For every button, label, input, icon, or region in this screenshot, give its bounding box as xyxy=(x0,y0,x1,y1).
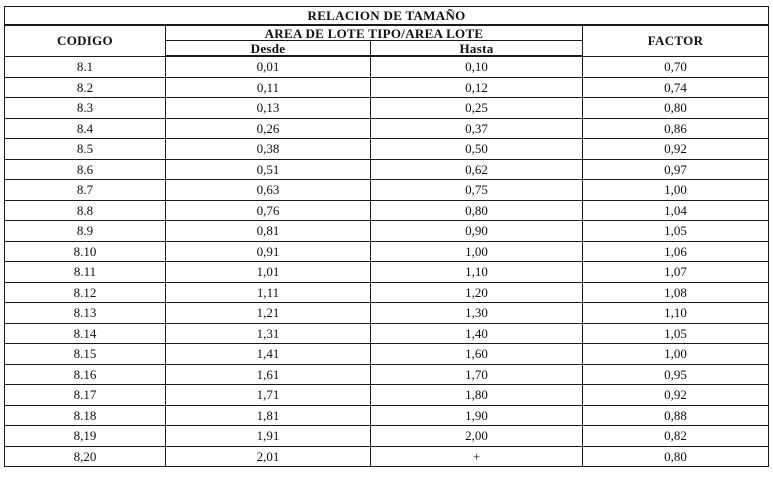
codigo-cell: 8.9 xyxy=(5,221,166,242)
factor-cell: 1,08 xyxy=(583,282,769,303)
table-header xyxy=(5,7,769,57)
hasta-cell: 0,25 xyxy=(371,98,583,119)
factor-header: FACTOR xyxy=(583,25,769,56)
codigo-cell: 8,19 xyxy=(5,426,166,447)
desde-cell: 1,21 xyxy=(166,303,371,324)
desde-cell: 0,38 xyxy=(166,139,371,160)
hasta-cell: + xyxy=(371,446,583,467)
desde-cell: 0,63 xyxy=(166,180,371,201)
codigo-header: CODIGO xyxy=(5,25,166,56)
hasta-header: Hasta xyxy=(371,41,583,57)
desde-cell: 1,71 xyxy=(166,385,371,406)
hasta-cell: 1,80 xyxy=(371,385,583,406)
factor-cell: 0,86 xyxy=(583,118,769,139)
table-row xyxy=(5,446,769,467)
relacion-tamano-table xyxy=(4,6,769,467)
factor-cell: 0,97 xyxy=(583,159,769,180)
desde-cell: 0,26 xyxy=(166,118,371,139)
codigo-cell: 8.18 xyxy=(5,405,166,426)
desde-cell: 1,91 xyxy=(166,426,371,447)
codigo-cell: 8.2 xyxy=(5,77,166,98)
factor-cell: 1,00 xyxy=(583,180,769,201)
codigo-cell: 8.14 xyxy=(5,323,166,344)
factor-cell: 0,88 xyxy=(583,405,769,426)
hasta-cell: 1,30 xyxy=(371,303,583,324)
factor-cell: 1,04 xyxy=(583,200,769,221)
codigo-cell: 8,20 xyxy=(5,446,166,467)
codigo-cell: 8.16 xyxy=(5,364,166,385)
hasta-cell: 0,90 xyxy=(371,221,583,242)
table-row xyxy=(5,405,769,426)
codigo-cell: 8.1 xyxy=(5,56,166,77)
hasta-cell: 1,90 xyxy=(371,405,583,426)
factor-cell: 0,80 xyxy=(583,98,769,119)
desde-cell: 0,51 xyxy=(166,159,371,180)
codigo-cell: 8.11 xyxy=(5,262,166,283)
codigo-cell: 8.12 xyxy=(5,282,166,303)
desde-cell: 0,11 xyxy=(166,77,371,98)
desde-cell: 1,31 xyxy=(166,323,371,344)
factor-cell: 0,70 xyxy=(583,56,769,77)
table-row xyxy=(5,262,769,283)
factor-cell: 0,92 xyxy=(583,385,769,406)
codigo-cell: 8.13 xyxy=(5,303,166,324)
desde-cell: 0,91 xyxy=(166,241,371,262)
factor-cell: 1,06 xyxy=(583,241,769,262)
factor-cell: 0,95 xyxy=(583,364,769,385)
table-row xyxy=(5,98,769,119)
codigo-cell: 8.6 xyxy=(5,159,166,180)
hasta-cell: 1,00 xyxy=(371,241,583,262)
factor-cell: 0,74 xyxy=(583,77,769,98)
hasta-cell: 1,10 xyxy=(371,262,583,283)
codigo-cell: 8.8 xyxy=(5,200,166,221)
desde-cell: 2,01 xyxy=(166,446,371,467)
factor-cell: 1,10 xyxy=(583,303,769,324)
codigo-cell: 8.10 xyxy=(5,241,166,262)
factor-cell: 1,05 xyxy=(583,323,769,344)
table-row xyxy=(5,139,769,160)
table-row xyxy=(5,426,769,447)
hasta-cell: 1,60 xyxy=(371,344,583,365)
hasta-cell: 1,70 xyxy=(371,364,583,385)
desde-cell: 1,01 xyxy=(166,262,371,283)
codigo-cell: 8.3 xyxy=(5,98,166,119)
table-row xyxy=(5,364,769,385)
factor-cell: 0,82 xyxy=(583,426,769,447)
factor-cell: 0,92 xyxy=(583,139,769,160)
hasta-cell: 0,80 xyxy=(371,200,583,221)
table-row xyxy=(5,221,769,242)
hasta-cell: 0,75 xyxy=(371,180,583,201)
desde-cell: 0,76 xyxy=(166,200,371,221)
table-row xyxy=(5,200,769,221)
hasta-cell: 1,40 xyxy=(371,323,583,344)
desde-cell: 0,01 xyxy=(166,56,371,77)
factor-cell: 1,07 xyxy=(583,262,769,283)
desde-cell: 1,81 xyxy=(166,405,371,426)
hasta-cell: 0,62 xyxy=(371,159,583,180)
factor-cell: 1,00 xyxy=(583,344,769,365)
hasta-cell: 0,37 xyxy=(371,118,583,139)
table-title: RELACION DE TAMAÑO xyxy=(5,7,769,26)
table-row xyxy=(5,344,769,365)
codigo-cell: 8.15 xyxy=(5,344,166,365)
hasta-cell: 0,10 xyxy=(371,56,583,77)
hasta-cell: 2,00 xyxy=(371,426,583,447)
desde-cell: 0,13 xyxy=(166,98,371,119)
hasta-cell: 0,12 xyxy=(371,77,583,98)
desde-cell: 1,41 xyxy=(166,344,371,365)
table-row xyxy=(5,56,769,77)
table-row xyxy=(5,180,769,201)
table-row xyxy=(5,303,769,324)
table-body xyxy=(5,56,769,467)
table-row xyxy=(5,323,769,344)
table-row xyxy=(5,77,769,98)
table-row xyxy=(5,159,769,180)
table-row xyxy=(5,241,769,262)
codigo-cell: 8.5 xyxy=(5,139,166,160)
area-group-header: AREA DE LOTE TIPO/AREA LOTE xyxy=(166,25,583,41)
factor-cell: 1,05 xyxy=(583,221,769,242)
codigo-cell: 8.7 xyxy=(5,180,166,201)
table-row xyxy=(5,282,769,303)
table-row xyxy=(5,118,769,139)
desde-cell: 1,61 xyxy=(166,364,371,385)
hasta-cell: 0,50 xyxy=(371,139,583,160)
codigo-cell: 8.17 xyxy=(5,385,166,406)
desde-header: Desde xyxy=(166,41,371,57)
table-row xyxy=(5,385,769,406)
hasta-cell: 1,20 xyxy=(371,282,583,303)
desde-cell: 0,81 xyxy=(166,221,371,242)
factor-cell: 0,80 xyxy=(583,446,769,467)
codigo-cell: 8.4 xyxy=(5,118,166,139)
desde-cell: 1,11 xyxy=(166,282,371,303)
